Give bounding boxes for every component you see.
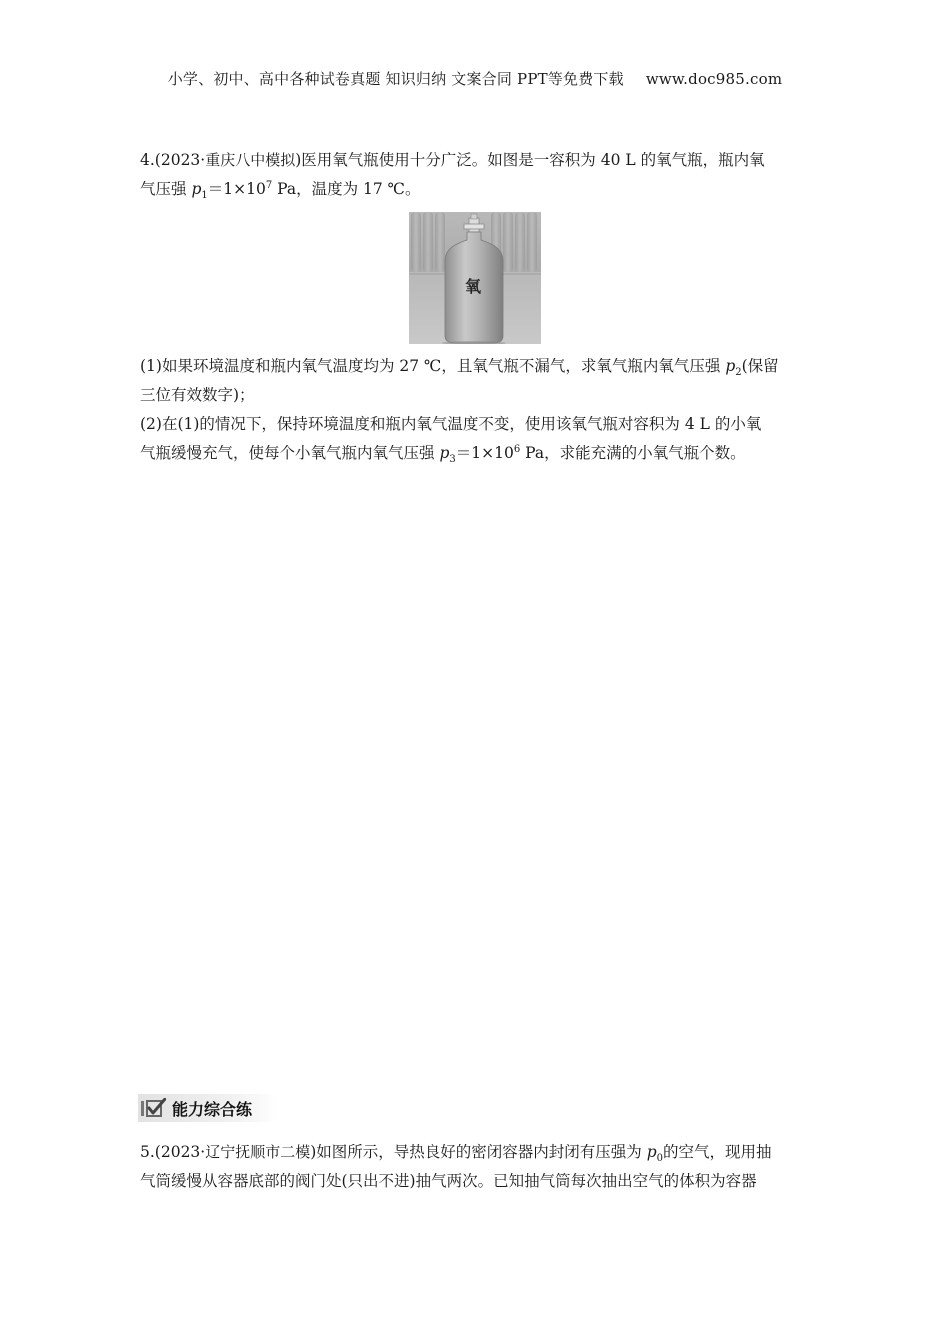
- q5-line-2: 气筒缓慢从容器底部的阀门处(只出不进)抽气两次。已知抽气筒每次抽出空气的体积为容器: [140, 1172, 757, 1190]
- sup-7: 7: [265, 179, 273, 191]
- sup-6: 6: [513, 443, 521, 455]
- q4-part-2-b: ＝1×10: [455, 444, 514, 462]
- q4-line-2-c: Pa，温度为 17 ℃。: [272, 180, 421, 198]
- q4-number: 4.: [140, 151, 155, 169]
- q5-line-1: [140, 1138, 812, 1167]
- q4-source-open: (2023·: [154, 151, 206, 169]
- page-header: [0, 68, 950, 89]
- q4-part-1-b: (保留: [741, 357, 779, 375]
- q4-line-2-b: ＝1×10: [207, 180, 266, 198]
- q4-part-2-line-1: (2)在(1)的情况下，保持环境温度和瓶内氧气温度不变，使用该氧气瓶对容积为 4 L 的小氧: [140, 415, 762, 433]
- sub-3: 3: [449, 454, 456, 466]
- cylinder-label: 氧: [465, 277, 482, 296]
- q4-part-1-line-1: [140, 352, 812, 381]
- q4-part-2-c: Pa，求能充满的小氧气瓶个数。: [520, 444, 746, 462]
- q4-line-1: [140, 146, 812, 175]
- sub-0: 0: [656, 1153, 664, 1165]
- q5-number: 5.: [140, 1143, 155, 1161]
- q4-line-2-a: 气压强: [140, 180, 192, 198]
- var-p3: p: [439, 444, 450, 462]
- q4-line-2: [140, 175, 812, 204]
- var-p1: p: [191, 180, 202, 198]
- q4-part-1-line-2: 三位有效数字)；: [140, 386, 255, 404]
- checkmark-box-icon: [140, 1098, 166, 1118]
- q5-source: 辽宁抚顺市二模: [205, 1143, 311, 1161]
- q4-line-1-text: 医用氧气瓶使用十分广泛。如图是一容积为 40 L 的氧气瓶，瓶内氧: [301, 151, 765, 169]
- question-5-stem: [140, 1138, 812, 1196]
- q4-part-2-line-2: [140, 439, 812, 468]
- q5-source-open: (2023·: [154, 1143, 206, 1161]
- var-p0: p: [646, 1143, 657, 1161]
- q5-source-close: ): [310, 1143, 317, 1161]
- header-site-link[interactable]: www.doc985.com: [645, 70, 783, 88]
- question-4-parts: [140, 352, 812, 468]
- q4-source: 重庆八中模拟: [205, 151, 296, 169]
- section-title: 能力综合练: [172, 1100, 253, 1119]
- sub-1: 1: [201, 190, 208, 202]
- header-text: 小学、初中、高中各种试卷真题 知识归纳 文案合同 PPT等免费下载: [167, 70, 624, 88]
- section-heading: [138, 1094, 278, 1122]
- oxygen-cylinder-photo: [409, 212, 541, 344]
- q5-line-1-a: 如图所示，导热良好的密闭容器内封闭有压强为: [316, 1143, 647, 1161]
- q4-part-2-a: 气瓶缓慢充气，使每个小氧气瓶内氧气压强: [140, 444, 440, 462]
- var-p2: p: [725, 357, 736, 375]
- question-4-stem: [140, 146, 812, 204]
- q4-source-close: ): [295, 151, 302, 169]
- q4-part-1-a: (1)如果环境温度和瓶内氧气温度均为 27 ℃，且氧气瓶不漏气，求氧气瓶内氧气压强: [140, 357, 726, 375]
- sub-2: 2: [735, 367, 742, 379]
- q5-line-1-b: 的空气，现用抽: [663, 1143, 772, 1161]
